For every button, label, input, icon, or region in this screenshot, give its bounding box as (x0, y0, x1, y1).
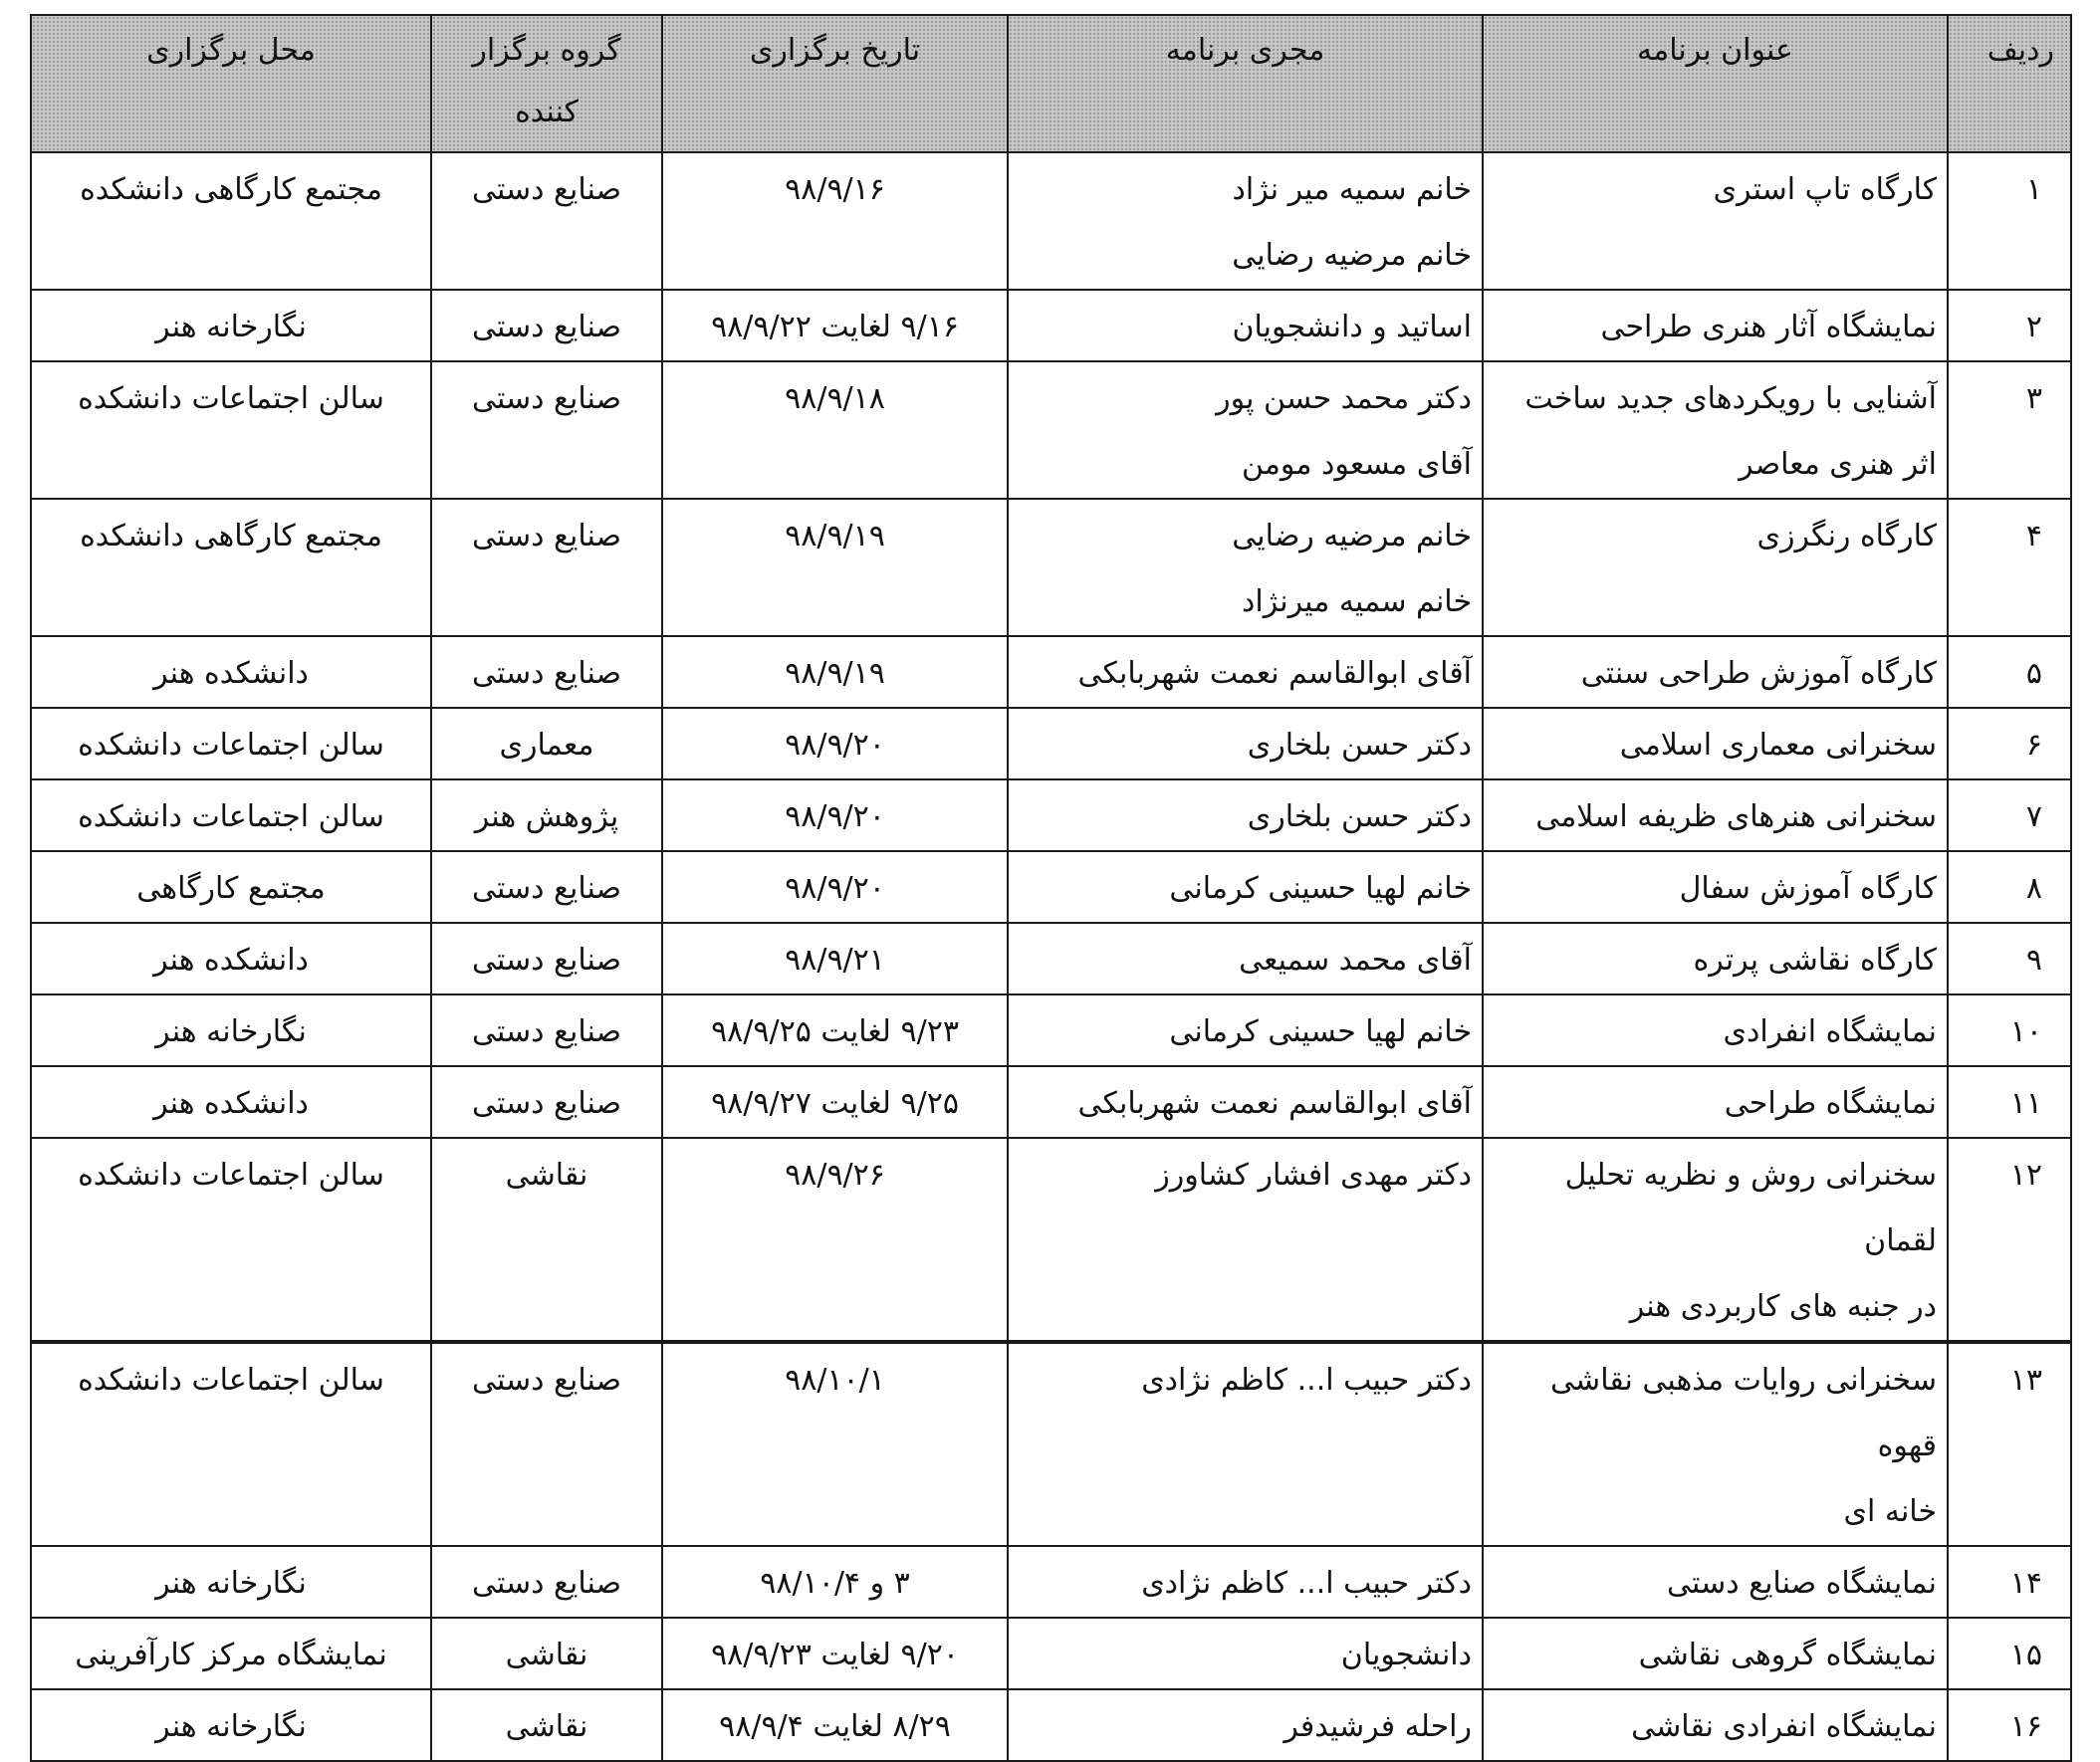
program-title-cell (1483, 1342, 1948, 1546)
venue-cell: نگارخانه هنر (31, 290, 431, 361)
date-cell: ۹۸/۹/۲۱ (662, 923, 1008, 994)
organizing-group-cell: صنایع دستی (431, 152, 662, 290)
date-cell: ۹۸/۹/۲۰ (662, 851, 1008, 923)
table-row (31, 779, 2071, 851)
organizing-group-cell: صنایع دستی (431, 636, 662, 708)
venue-cell: سالن اجتماعات دانشکده (31, 708, 431, 779)
date-cell: ۹/۱۶ لغایت ۹۸/۹/۲۲ (662, 290, 1008, 361)
program-executor-line: اساتید و دانشجویان (1232, 310, 1472, 344)
header-group-line-2: کننده (515, 95, 579, 129)
program-executor-cell (1008, 923, 1483, 994)
program-executor-line: خانم سمیه میرنژاد (1242, 584, 1472, 619)
organizing-group-cell: صنایع دستی (431, 1066, 662, 1138)
program-executor-line: دکتر مهدی افشار کشاورز (1155, 1158, 1472, 1193)
program-title-line: خانه ای (1843, 1494, 1937, 1529)
program-title-line: نمایشگاه آثار هنری طراحی (1600, 310, 1937, 344)
program-executor-cell (1008, 708, 1483, 779)
program-executor-cell (1008, 152, 1483, 290)
program-executor-line: دانشجویان (1340, 1638, 1472, 1672)
program-title-line: در جنبه های کاربردی هنر (1629, 1289, 1937, 1324)
program-executor-cell (1008, 636, 1483, 708)
program-executor-line: خانم مرضیه رضایی (1232, 519, 1472, 553)
venue-cell: مجتمع کارگاهی دانشکده (31, 499, 431, 636)
header-venue: محل برگزاری (31, 15, 431, 152)
program-schedule-table (30, 14, 2072, 1762)
date-cell: ۹۸/۹/۱۹ (662, 636, 1008, 708)
row-number-cell: ۹ (1948, 923, 2071, 994)
program-title-cell (1483, 361, 1948, 499)
program-title-line: آشنایی با رویکردهای جدید ساخت (1524, 381, 1937, 416)
venue-cell: دانشکده هنر (31, 923, 431, 994)
table-body (31, 152, 2071, 1761)
program-executor-line: دکتر حبیب ا... کاظم نژادی (1141, 1363, 1472, 1398)
program-title-line: نمایشگاه گروهی نقاشی (1638, 1638, 1937, 1672)
table-row (31, 1546, 2071, 1618)
row-number-cell: ۱۱ (1948, 1066, 2071, 1138)
header-row-number: ردیف (1948, 15, 2071, 152)
organizing-group-cell: صنایع دستی (431, 994, 662, 1066)
table-row (31, 499, 2071, 636)
date-cell: ۹۸/۹/۱۶ (662, 152, 1008, 290)
program-executor-cell (1008, 851, 1483, 923)
program-title-cell (1483, 1138, 1948, 1342)
organizing-group-cell: صنایع دستی (431, 851, 662, 923)
program-title-line: سخنرانی روایات مذهبی نقاشی قهوه (1550, 1363, 1937, 1463)
program-title-cell (1483, 1618, 1948, 1689)
table-row (31, 1689, 2071, 1761)
row-number-cell: ۳ (1948, 361, 2071, 499)
header-group-line-1: گروه برگزار (472, 33, 621, 68)
organizing-group-cell: نقاشی (431, 1689, 662, 1761)
table-row (31, 1066, 2071, 1138)
table-row (31, 361, 2071, 499)
program-title-line: سخنرانی معماری اسلامی (1619, 728, 1937, 763)
table-row (31, 923, 2071, 994)
program-title-line: کارگاه تاپ استری (1713, 172, 1937, 207)
program-executor-line: دکتر محمد حسن پور (1216, 381, 1472, 416)
venue-cell: دانشکده هنر (31, 636, 431, 708)
program-title-line: سخنرانی روش و نظریه تحلیل لقمان (1564, 1158, 1937, 1258)
program-executor-line: دکتر حسن بلخاری (1247, 799, 1472, 834)
organizing-group-cell: صنایع دستی (431, 499, 662, 636)
program-executor-cell (1008, 1546, 1483, 1618)
row-number-cell: ۴ (1948, 499, 2071, 636)
program-executor-cell (1008, 1689, 1483, 1761)
venue-cell: نمایشگاه مرکز کارآفرینی (31, 1618, 431, 1689)
date-cell: ۹۸/۱۰/۱ (662, 1342, 1008, 1546)
header-program-title: عنوان برنامه (1483, 15, 1948, 152)
program-title-cell (1483, 636, 1948, 708)
program-executor-line: خانم لهیا حسینی کرمانی (1169, 871, 1472, 906)
program-title-line: اثر هنری معاصر (1739, 447, 1937, 482)
organizing-group-cell: نقاشی (431, 1138, 662, 1342)
program-executor-cell (1008, 1066, 1483, 1138)
program-title-line: نمایشگاه صنایع دستی (1667, 1566, 1937, 1601)
program-title-line: نمایشگاه انفرادی نقاشی (1631, 1709, 1937, 1744)
program-title-line: نمایشگاه انفرادی (1723, 1014, 1937, 1049)
date-cell: ۹۸/۹/۲۰ (662, 779, 1008, 851)
table-row (31, 1138, 2071, 1342)
row-number-cell: ۱۵ (1948, 1618, 2071, 1689)
organizing-group-cell: صنایع دستی (431, 923, 662, 994)
table-row (31, 994, 2071, 1066)
header-organizing-group (431, 15, 662, 152)
header-row (31, 15, 2071, 152)
program-executor-cell (1008, 499, 1483, 636)
program-title-cell (1483, 708, 1948, 779)
row-number-cell: ۱۲ (1948, 1138, 2071, 1342)
program-executor-line: آقای مسعود مومن (1241, 447, 1472, 482)
table-row (31, 290, 2071, 361)
table-row (31, 636, 2071, 708)
program-executor-cell (1008, 290, 1483, 361)
date-cell: ۹/۲۳ لغایت ۹۸/۹/۲۵ (662, 994, 1008, 1066)
date-cell: ۳ و ۹۸/۱۰/۴ (662, 1546, 1008, 1618)
table-row (31, 152, 2071, 290)
venue-cell: دانشکده هنر (31, 1066, 431, 1138)
date-cell: ۹/۲۰ لغایت ۹۸/۹/۲۳ (662, 1618, 1008, 1689)
row-number-cell: ۷ (1948, 779, 2071, 851)
date-cell: ۹/۲۵ لغایت ۹۸/۹/۲۷ (662, 1066, 1008, 1138)
program-executor-line: دکتر حسن بلخاری (1247, 728, 1472, 763)
venue-cell: مجتمع کارگاهی دانشکده (31, 152, 431, 290)
row-number-cell: ۱۶ (1948, 1689, 2071, 1761)
date-cell: ۹۸/۹/۲۶ (662, 1138, 1008, 1342)
row-number-cell: ۱۴ (1948, 1546, 2071, 1618)
program-title-line: کارگاه نقاشی پرتره (1693, 943, 1937, 978)
header-date: تاریخ برگزاری (662, 15, 1008, 152)
organizing-group-cell: پژوهش هنر (431, 779, 662, 851)
program-executor-cell (1008, 779, 1483, 851)
venue-cell: نگارخانه هنر (31, 994, 431, 1066)
program-executor-cell (1008, 994, 1483, 1066)
row-number-cell: ۱۳ (1948, 1342, 2071, 1546)
program-executor-cell (1008, 361, 1483, 499)
organizing-group-cell: صنایع دستی (431, 290, 662, 361)
row-number-cell: ۸ (1948, 851, 2071, 923)
organizing-group-cell: صنایع دستی (431, 361, 662, 499)
row-number-cell: ۶ (1948, 708, 2071, 779)
table-row (31, 708, 2071, 779)
program-executor-line: راحله فرشیدفر (1283, 1709, 1472, 1744)
program-executor-line: خانم لهیا حسینی کرمانی (1169, 1014, 1472, 1049)
row-number-cell: ۲ (1948, 290, 2071, 361)
program-title-cell (1483, 1066, 1948, 1138)
program-title-cell (1483, 851, 1948, 923)
program-executor-cell (1008, 1138, 1483, 1342)
table-row (31, 1342, 2071, 1546)
program-executor-line: آقای ابوالقاسم نعمت شهربابکی (1077, 656, 1472, 691)
organizing-group-cell: صنایع دستی (431, 1342, 662, 1546)
row-number-cell: ۱ (1948, 152, 2071, 290)
date-cell: ۸/۲۹ لغایت ۹۸/۹/۴ (662, 1689, 1008, 1761)
program-title-cell (1483, 1546, 1948, 1618)
program-executor-cell (1008, 1342, 1483, 1546)
program-schedule-sheet (30, 14, 2071, 1762)
date-cell: ۹۸/۹/۲۰ (662, 708, 1008, 779)
venue-cell: نگارخانه هنر (31, 1546, 431, 1618)
venue-cell: سالن اجتماعات دانشکده (31, 779, 431, 851)
program-executor-line: آقای محمد سمیعی (1239, 943, 1472, 978)
program-title-cell (1483, 290, 1948, 361)
venue-cell: نگارخانه هنر (31, 1689, 431, 1761)
program-title-line: کارگاه آموزش طراحی سنتی (1580, 656, 1937, 691)
program-executor-cell (1008, 1618, 1483, 1689)
organizing-group-cell: معماری (431, 708, 662, 779)
program-title-line: سخنرانی هنرهای ظریفه اسلامی (1535, 799, 1937, 834)
program-title-cell (1483, 1689, 1948, 1761)
row-number-cell: ۵ (1948, 636, 2071, 708)
program-executor-line: آقای ابوالقاسم نعمت شهربابکی (1077, 1086, 1472, 1121)
program-title-line: کارگاه آموزش سفال (1679, 871, 1937, 906)
program-executor-line: خانم سمیه میر نژاد (1232, 172, 1472, 207)
header-program-executor: مجری برنامه (1008, 15, 1483, 152)
venue-cell: سالن اجتماعات دانشکده (31, 1342, 431, 1546)
table-row (31, 1618, 2071, 1689)
date-cell: ۹۸/۹/۱۸ (662, 361, 1008, 499)
table-row (31, 851, 2071, 923)
organizing-group-cell: صنایع دستی (431, 1546, 662, 1618)
venue-cell: سالن اجتماعات دانشکده (31, 1138, 431, 1342)
program-title-cell (1483, 152, 1948, 290)
organizing-group-cell: نقاشی (431, 1618, 662, 1689)
row-number-cell: ۱۰ (1948, 994, 2071, 1066)
program-title-line: کارگاه رنگرزی (1756, 519, 1937, 553)
date-cell: ۹۸/۹/۱۹ (662, 499, 1008, 636)
program-title-cell (1483, 923, 1948, 994)
program-title-cell (1483, 779, 1948, 851)
program-title-line: نمایشگاه طراحی (1724, 1086, 1937, 1121)
venue-cell: مجتمع کارگاهی (31, 851, 431, 923)
program-executor-line: خانم مرضیه رضایی (1232, 238, 1472, 273)
program-title-cell (1483, 994, 1948, 1066)
program-executor-line: دکتر حبیب ا... کاظم نژادی (1141, 1566, 1472, 1601)
program-title-cell (1483, 499, 1948, 636)
venue-cell: سالن اجتماعات دانشکده (31, 361, 431, 499)
